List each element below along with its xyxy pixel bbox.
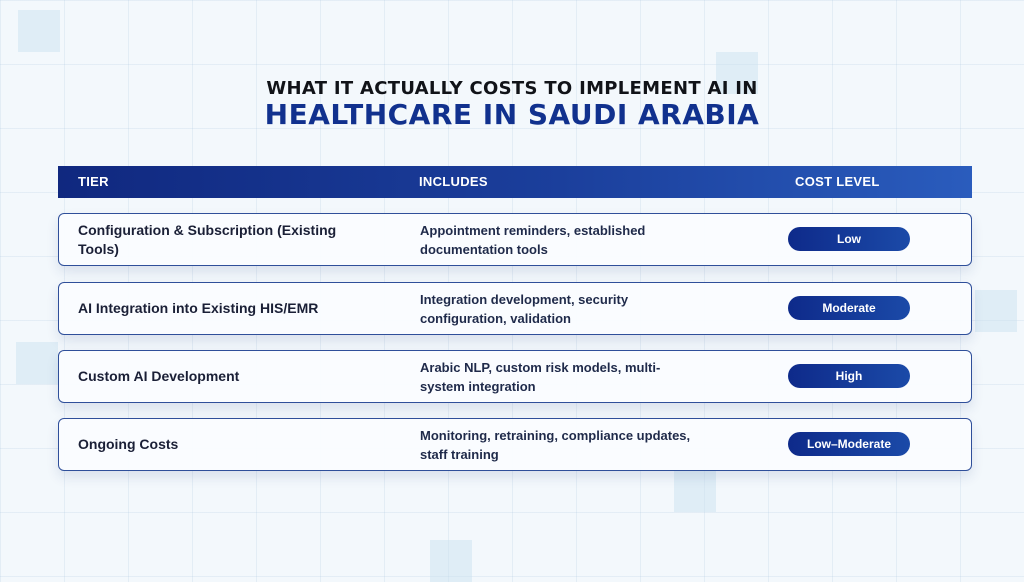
background-tile xyxy=(674,470,716,512)
cost-level-badge: Low xyxy=(788,227,910,251)
background-tile xyxy=(16,342,58,384)
includes-cell: Monitoring, retraining, compliance updates, staff training xyxy=(420,427,691,462)
includes-cell: Arabic NLP, custom risk models, multi-system integration xyxy=(420,359,661,394)
cost-level-badge: Moderate xyxy=(788,296,910,320)
table-row xyxy=(58,282,972,335)
tier-cell: AI Integration into Existing HIS/EMR xyxy=(78,300,319,316)
column-header-cost-level: COST LEVEL xyxy=(795,174,880,189)
table-row xyxy=(58,350,972,403)
tier-cell: Configuration & Subscription (Existing Tools) xyxy=(78,221,337,257)
table-row xyxy=(58,213,972,266)
includes-cell: Appointment reminders, established documentation tools xyxy=(420,222,646,257)
includes-cell: Integration development, security configuration, validation xyxy=(420,291,629,326)
background-tile xyxy=(18,10,60,52)
tier-cell: Custom AI Development xyxy=(78,368,240,384)
background-tile xyxy=(975,290,1017,332)
tier-cell: Ongoing Costs xyxy=(78,436,179,452)
column-header-includes: INCLUDES xyxy=(419,174,488,189)
cost-level-badge: Low–Moderate xyxy=(788,432,910,456)
table-header xyxy=(58,166,972,198)
cost-level-badge: High xyxy=(788,364,910,388)
column-header-tier: TIER xyxy=(78,174,109,189)
table-row xyxy=(58,418,972,471)
page-title-line-2: HEALTHCARE IN SAUDI ARABIA xyxy=(264,98,760,131)
page-title-line-1: WHAT IT ACTUALLY COSTS TO IMPLEMENT AI IN xyxy=(266,78,758,99)
